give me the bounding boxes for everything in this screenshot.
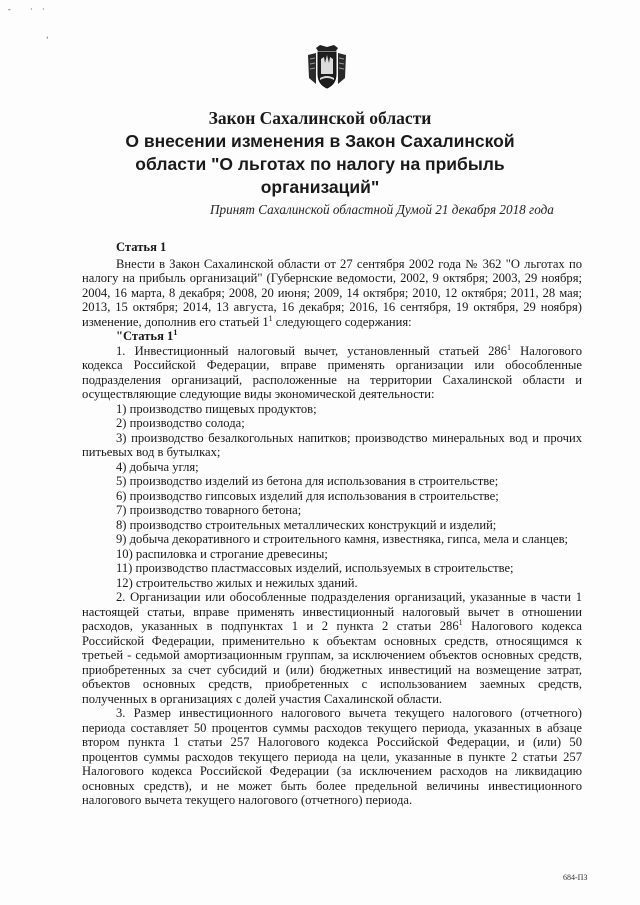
list-item: 1) производство пищевых продуктов; — [116, 401, 317, 416]
scan-speck: · — [30, 5, 33, 14]
list-item: 5) производство изделий из бетона для использования в строительстве; — [116, 474, 499, 488]
list-item: 12) строительство жилых и нежилых зданий. — [116, 575, 358, 590]
scan-speck: ‘ — [46, 35, 49, 44]
title-line: организаций" — [260, 177, 380, 197]
title-line: области "О льготах по налогу на прибыль — [135, 154, 505, 174]
adoption-note: Принят Сахалинской областной Думой 21 декабря 2018 года — [210, 202, 554, 217]
list-item: 7) производство товарного бетона; — [116, 503, 302, 517]
article-heading: Статья 1 — [116, 240, 167, 254]
list-item: 9) добыча декоративного и строительного камня, известняка, гипса, мела и сланцев; — [116, 532, 569, 546]
document-code: 684-ПЗ — [563, 873, 588, 882]
scan-speck: · — [42, 5, 45, 14]
list-item: 2) производство солода; — [116, 416, 245, 430]
paragraph-3: 3. Размер инвестиционного налогового вычета текущего налогового (отчетного) периода составляет 50 процентов суммы расходов текущего периода, указанных в абзаце втором пункта 1 статьи 257 Налогового кодекса Российской Федерации, и (или) 50 процентов суммы расходов текущего периода на цели, указанные в пункте 2 статьи 257 Налогового кодекса Российской Федерации (за исключением расходов на ликвидацию основных средств), и не может быть более предельной величины инвестиционного налогового вычета текущего налогового (отчетного) периода. — [82, 706, 582, 807]
list-item: 4) добыча угля; — [116, 459, 199, 474]
list-item: 8) производство строительных металлических конструкций и изделий; — [116, 517, 497, 532]
paragraph-1: 1. Инвестиционный налоговый вычет, установленный статьей $286^1$ Налогового кодекса Российской Федерации, вправе применять организации или обособленные подразделения организаций, расположенные на территории Сахалинской области и осуществляющие следующие виды экономической деятельности: — [82, 342, 583, 401]
law-body — [82, 240, 582, 808]
list-item: 3) производство безалкогольных напитков; производство минеральных вод и прочих питьевых вод в бутылках; — [82, 430, 582, 459]
list-item: 10) распиловка и строгание древесины; — [116, 546, 328, 561]
title-line: Закон Сахалинской области — [208, 108, 432, 128]
paragraph-2: 2. Организации или обособленные подразделения организаций, указанные в части 1 настоящей статьи, вправе применять инвестиционный налоговый вычет в отношении расходов, указанных в подпунктах 1 и 2 пункта 2 статьи $286^1$ Налогового кодекса Российской Федерации, применительно к объектам основных средств, относящимся к третьей - седьмой амортизационным группам, за исключением объектов основных средств, приобретенных за счет субсидий и (или) бюджетных инвестиций на возмещение затрат, объектов основных средств, приобретенных с использованием заемных средств, полученных в организациях с долей участия Сахалинской области. — [82, 590, 582, 706]
sub-article-heading: "Статья $1^1$ — [116, 328, 178, 343]
list-item: 6) производство гипсовых изделий для использования в строительстве; — [116, 488, 499, 503]
list-item: 11) производство пластмассовых изделий, используемых в строительстве; — [116, 561, 514, 575]
title-line: О внесении изменения в Закон Сахалинской — [125, 131, 515, 151]
scan-speck: - — [8, 5, 11, 14]
sakhalin-coat-of-arms-icon — [305, 44, 349, 90]
article-intro: Внести в Закон Сахалинской области от 27 сентября 2002 года № 362 "О льготах по налогу на прибыль организаций" (Губернские ведомости, 2002, 9 октября; 2003, 29 ноября; 2004, 16 марта, 8 декабря; 2008, 20 июня; 2009, 14 октября; 2010, 12 октября; 2011, 28 мая; 2013, 15 октября; 2014, 13 августа, 16 декабря; 2016, 16 сентября, 19 октября, 29 ноября) изменение, дополнив его статьей $1^1$ следующего содержания: — [82, 256, 582, 329]
